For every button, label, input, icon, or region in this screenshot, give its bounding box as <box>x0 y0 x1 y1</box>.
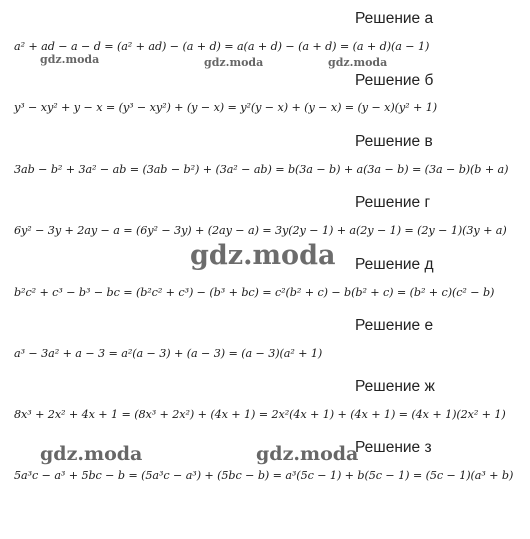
solution-heading-g: Решение г <box>355 194 431 211</box>
solution-heading-z: Решение з <box>355 439 432 456</box>
solution-formula-d: b²c² + c³ − b³ − bc = (b²c² + c³) − (b³ + bc) = c²(b² + c) − b(b² + c) = (b² + c)(c² − b) <box>14 286 495 299</box>
watermark-logo: gdz.moda <box>328 56 388 69</box>
solution-heading-a: Решение а <box>355 10 434 27</box>
solution-formula-a: a² + ad − a − d = (a² + ad) − (a + d) = a(a + d) − (a + d) = (a + d)(a − 1) <box>14 40 430 53</box>
solution-formula-v: 3ab − b² + 3a² − ab = (3ab − b²) + (3a² − ab) = b(3a − b) + a(3a − b) = (3a − b)(b + a) <box>14 163 509 176</box>
solution-formula-b: y³ − xy² + y − x = (y³ − xy²) + (y − x) = y²(y − x) + (y − x) = (y − x)(y² + 1) <box>14 101 437 114</box>
watermark-logo: gdz.moda <box>190 240 336 271</box>
solution-heading-b: Решение б <box>355 72 434 89</box>
watermark-logo: gdz.moda <box>40 53 100 66</box>
solution-heading-v: Решение в <box>355 133 433 150</box>
watermark-logo: gdz.moda <box>256 443 359 465</box>
watermark-logo: gdz.moda <box>204 56 264 69</box>
solution-formula-z: 5a³c − a³ + 5bc − b = (5a³c − a³) + (5bc − b) = a³(5c − 1) + b(5c − 1) = (5c − 1)(a³ + b) <box>14 469 514 482</box>
watermark-logo: gdz.moda <box>40 443 143 465</box>
solution-heading-zh: Решение ж <box>355 378 435 395</box>
solution-formula-zh: 8x³ + 2x² + 4x + 1 = (8x³ + 2x²) + (4x + 1) = 2x²(4x + 1) + (4x + 1) = (4x + 1)(2x² + 1) <box>14 408 506 421</box>
solution-formula-g: 6y² − 3y + 2ay − a = (6y² − 3y) + (2ay − a) = 3y(2y − 1) + a(2y − 1) = (2y − 1)(3y + a) <box>14 224 507 237</box>
solution-heading-e: Решение е <box>355 317 434 334</box>
solution-formula-e: a³ − 3a² + a − 3 = a²(a − 3) + (a − 3) = (a − 3)(a² + 1) <box>14 347 323 360</box>
solution-heading-d: Решение д <box>355 256 434 273</box>
